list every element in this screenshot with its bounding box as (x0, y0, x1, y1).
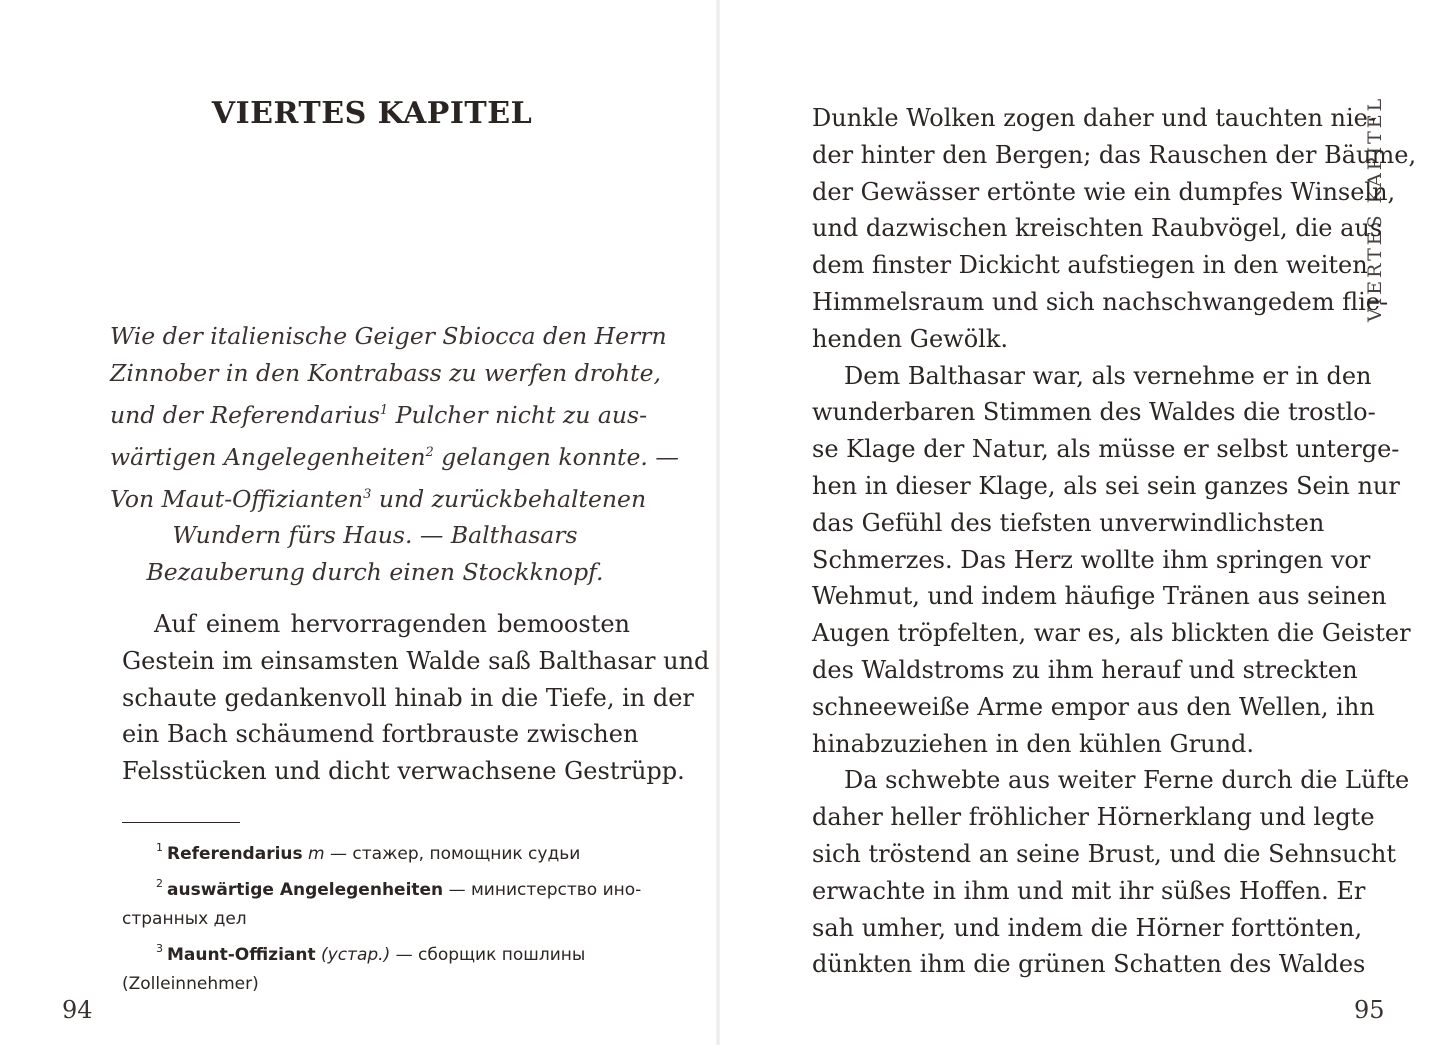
footnote-number: 3 (156, 942, 163, 955)
footnote-ref: 3 (363, 486, 372, 502)
text-line: erwachte in ihm und mit ihr süßes Hoffen. Er (812, 876, 1366, 905)
text-line: daher heller fröhlicher Hörnerklang und legte (812, 803, 1375, 832)
text-line: Auf einem hervorragenden bemoosten (154, 610, 630, 638)
text-line: se Klage der Natur, als müsse er selbst unterge- (812, 435, 1400, 464)
text-line: schneeweiße Arme empor aus den Wellen, ihn (812, 692, 1375, 721)
text-line: sich tröstend an seine Brust, und die Sehnsucht (812, 839, 1397, 868)
footnote-continuation: (Zolleinnehmer) (122, 974, 259, 994)
footnote-1 (122, 833, 630, 869)
page-number-left: 94 (62, 996, 93, 1024)
footnote-continuation: странных дел (122, 909, 247, 929)
footnote-3 (122, 934, 630, 970)
text-line: und dazwischen kreischten Raubvögel, die aus (812, 214, 1383, 243)
footnotes (122, 833, 642, 999)
text-line: Himmelsraum und sich nachschwangedem flie- (812, 287, 1389, 316)
text-line: Gestein im einsamsten Walde saß Balthasar und (122, 646, 710, 675)
summary-line: Bezauberung durch einen Stockknopf. (146, 558, 604, 587)
text-line: sah umher, und indem die Hörner forttönten, (812, 913, 1363, 942)
text-line: Dem Balthasar war, als vernehme er in den (844, 361, 1372, 390)
running-head-text: VIERTES KAPITEL (1364, 95, 1386, 322)
text-line: hinabzuziehen in den kühlen Grund. (812, 729, 1255, 758)
summary-line: wärtigen Angelegenheiten$^2$ gelangen konnte. — (110, 442, 679, 471)
summary-line: Wundern fürs Haus. — Balthasars (172, 521, 578, 550)
right-page (718, 0, 1436, 1045)
footnote-ref: 2 (425, 444, 434, 460)
summary-line: Zinnober in den Kontrabass zu werfen drohte, (110, 359, 661, 387)
text-line: das Gefühl des tiefsten unverwindlichsten (812, 508, 1325, 537)
left-body-text (122, 606, 710, 790)
text-line: henden Gewölk. (812, 324, 1008, 353)
summary-line: Von Maut-Offizianten$^3$ und zurückbehaltenen (110, 484, 647, 513)
footnote-divider (122, 822, 240, 823)
summary-line: und der Referendarius$^1$ Pulcher nicht zu aus- (110, 400, 648, 429)
text-line: Dunkle Wolken zogen daher und tauchten nie- (812, 104, 1376, 132)
text-line: hen in dieser Klage, als sei sein ganzes Sein nur (812, 471, 1400, 500)
text-line: des Waldstroms zu ihm herauf und streckten (812, 655, 1358, 684)
footnote-text: — сборщик пошлины (390, 945, 586, 965)
text-line: ein Bach schäumend fortbrauste zwischen (122, 720, 639, 749)
footnote-term: Referendarius (167, 844, 303, 864)
footnote-number: 2 (156, 877, 163, 890)
chapter-summary (110, 318, 679, 591)
text-line: der Gewässer ertönte wie ein dumpfes Winseln, (812, 177, 1396, 206)
footnote-term: auswärtige Angelegenheiten (167, 880, 444, 900)
footnote-text: — министерство ино- (443, 880, 642, 900)
text-line: Da schwebte aus weiter Ferne durch die Lüfte (844, 766, 1410, 795)
footnote-2 (122, 869, 642, 905)
text-line: wunderbaren Stimmen des Waldes die trostlo- (812, 398, 1376, 427)
text-line: Augen tröpfelten, war es, als blickten die Geister (812, 619, 1411, 648)
text-line: schaute gedankenvoll hinab in die Tiefe, in der (122, 683, 694, 712)
page-number-right: 95 (1354, 996, 1385, 1024)
text-line: dem finster Dickicht aufstiegen in den weiten (812, 251, 1368, 280)
footnote-grammar: m (308, 844, 325, 864)
text-line: Felsstücken und dicht verwachsene Gestrüpp. (122, 757, 685, 786)
summary-line: Wie der italienische Geiger Sbiocca den Herrn (110, 322, 667, 350)
text-line: dünkten ihm die grünen Schatten des Waldes (812, 950, 1366, 979)
footnote-ref: 1 (379, 403, 389, 418)
text-line: Schmerzes. Das Herz wollte ihm springen vor (812, 545, 1371, 574)
text-line: der hinter den Bergen; das Rauschen der Bäume, (812, 140, 1417, 169)
footnote-grammar: (устар.) (321, 945, 391, 965)
footnote-number: 1 (156, 841, 163, 854)
footnote-text: — стажер, помощник судьи (324, 844, 581, 864)
chapter-title: VIERTES KAPITEL (211, 96, 533, 131)
footnote-term: Maunt-Offiziant (167, 945, 316, 965)
text-line: Wehmut, und indem häufige Tränen aus seinen (812, 582, 1387, 611)
